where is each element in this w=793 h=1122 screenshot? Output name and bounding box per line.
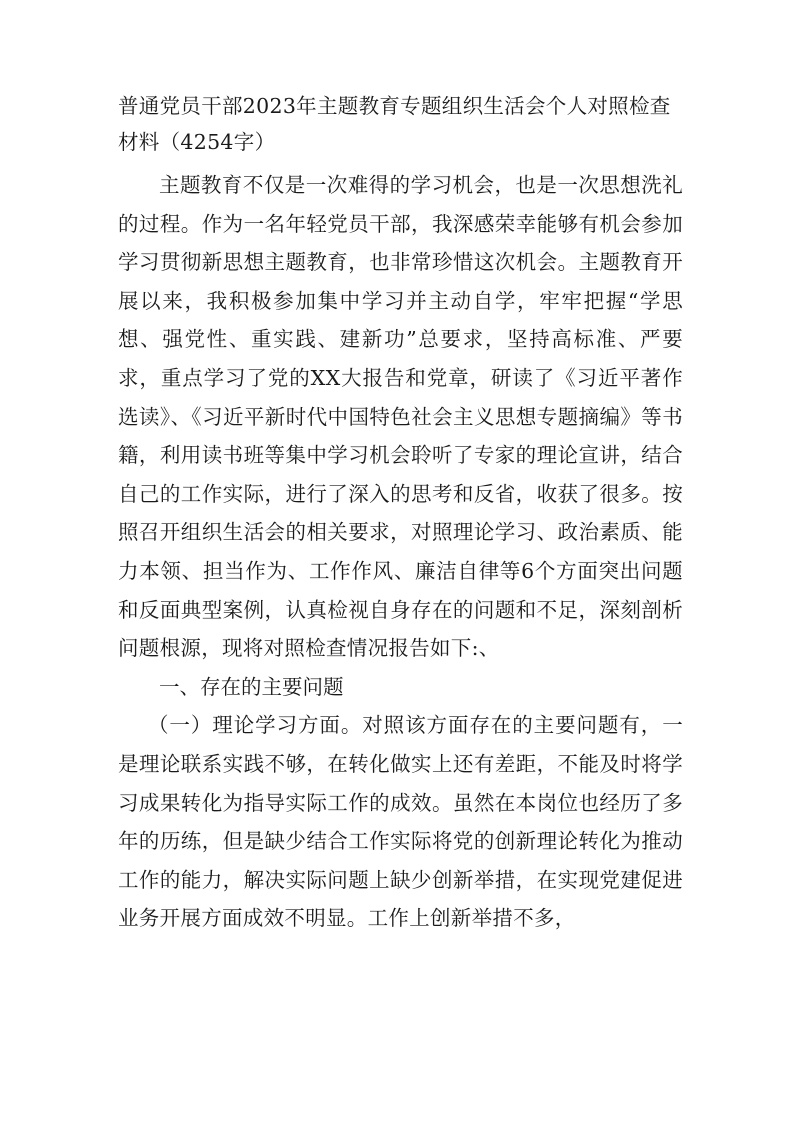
subsection-paragraph: （一）理论学习方面。对照该方面存在的主要问题有，一是理论联系实践不够，在转化做实上还有差距，不能及时将学习成果转化为指导实际工作的成效。虽然在本岗位也经历了多年的历练，但是缺少结合工作实际将党的创新理论转化为推动工作的能力，解决实际问题上缺少创新举措，在实现党建促进业务开展方面成效不明显。工作上创新举措不多， [118,713,683,931]
intro-paragraph: 主题教育不仅是一次难得的学习机会，也是一次思想洗礼的过程。作为一名年轻党员干部，我深感荣幸能够有机会参加学习贯彻新思想主题教育，也非常珍惜这次机会。主题教育开展以来，我积极参加集中学习并主动自学，牢牢把握“学思想、强党性、重实践、建新功”总要求，坚持高标准、严要求，重点学习了党的XX大报告和党章，研读了《习近平著作选读》、《习近平新时代中国特色社会主义思想专题摘编》等书籍，利用读书班等集中学习机会聆听了专家的理论宣讲，结合自己的工作实际，进行了深入的思考和反省，收获了很多。按照召开组织生活会的相关要求，对照理论学习、政治素质、能力本领、担当作为、工作作风、廉洁自律等6个方面突出问题和反面典型案例，认真检视自身存在的问题和不足，深刻剖析问题根源，现将对照检查情况报告如下:、 [118,173,683,661]
section-heading: 一、存在的主要问题 [159,674,344,699]
document-page [118,88,683,938]
document-title: 普通党员干部2023年主题教育专题组织生活会个人对照检查材料（4254字） [118,94,671,154]
